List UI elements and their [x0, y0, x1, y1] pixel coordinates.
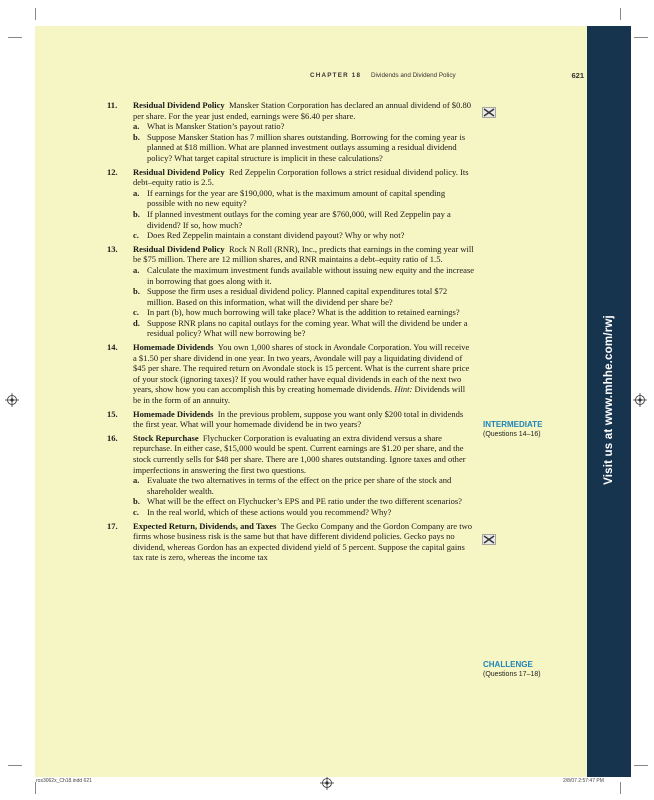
sub-question — [133, 265, 475, 286]
sub-text: What is Mansker Station’s payout ratio? — [147, 121, 285, 132]
sub-question — [133, 132, 475, 164]
problem-title: Residual Dividend Policy — [133, 166, 225, 177]
sub-letter: c. — [133, 307, 139, 318]
problem-title: Residual Dividend Policy — [133, 100, 225, 110]
chapter-label: CHAPTER 18 — [310, 72, 362, 79]
sub-question — [133, 230, 475, 241]
problem-body — [133, 521, 475, 563]
footer-datetime: 2/8/07 2:57:47 PM — [563, 778, 604, 784]
problem-body — [133, 167, 475, 188]
problem-number: 11. — [107, 100, 118, 110]
sub-question — [133, 121, 475, 132]
problem-text: Flychucker Corporation is evaluating an extra dividend versus a share repurchase. In either case, $15,000 would be spent. Current earnings are $1.20 per share, and the stock currently sells for $48 per share. There are 1,000 shares outstanding. Ignore taxes and other imperfections in answering the first two questions. — [133, 432, 466, 475]
crop-mark — [8, 37, 22, 38]
chapter-title: Dividends and Dividend Policy — [370, 72, 456, 79]
problem-item — [107, 521, 475, 563]
sub-text: If planned investment outlays for the coming year are $760,000, will Red Zeppelin pay a dividend? If so, how much? — [147, 208, 451, 230]
crop-mark — [620, 782, 621, 794]
problem-number: 17. — [107, 520, 118, 531]
problem-item — [107, 167, 475, 241]
problem-title: Homemade Dividends — [133, 342, 214, 353]
sub-letter: c. — [133, 506, 139, 517]
problem-number: 16. — [107, 432, 118, 443]
problem-list — [107, 100, 475, 566]
problem-body — [133, 342, 475, 406]
problem-item — [107, 433, 475, 518]
sub-question — [133, 507, 475, 518]
sub-text: Calculate the maximum investment funds available without issuing new equity and the increase in borrowing that goes along with it. — [147, 264, 475, 286]
intermediate-label: INTERMEDIATE — [483, 420, 543, 429]
sub-letter: a. — [133, 475, 140, 486]
sub-question — [133, 307, 475, 318]
problem-title: Homemade Dividends — [133, 408, 214, 419]
problem-number: 14. — [107, 342, 118, 353]
sidebar-url: Visit us at www.mhhe.com/rwj — [603, 315, 615, 485]
problem-text: In the previous problem, suppose you want only $200 total in dividends the first year. What will your homemade dividend be in two years? — [133, 408, 464, 430]
problem-body — [133, 244, 475, 265]
sub-text: In part (b), how much borrowing will take place? What is the addition to retained earnings? — [147, 307, 460, 318]
problem-body — [133, 409, 475, 430]
problem-item — [107, 342, 475, 406]
spreadsheet-icon — [482, 534, 496, 545]
sub-question — [133, 496, 475, 507]
problem-title: Expected Return, Dividends, and Taxes — [133, 520, 277, 531]
challenge-note — [483, 660, 541, 678]
sub-question — [133, 209, 475, 230]
problem-body — [133, 433, 475, 475]
problem-text: Mansker Station Corporation has declared an annual dividend of $0.80 per share. For the year just ended, earnings were $6.40 per share. — [133, 100, 472, 121]
page-number: 621 — [571, 71, 584, 80]
sub-text: Suppose the firm uses a residual dividend policy. Planned capital expenditures total $72 million. Based on this information, what will the dividend per share be? — [147, 286, 448, 307]
hint-label: Hint: — [394, 384, 413, 395]
crop-mark — [35, 8, 36, 20]
challenge-label: CHALLENGE — [483, 660, 533, 669]
crop-mark — [620, 8, 621, 20]
registration-mark-icon — [633, 393, 647, 407]
problem-item — [107, 409, 475, 430]
problem-number: 12. — [107, 166, 118, 177]
sub-letter: d. — [133, 317, 140, 328]
registration-mark-icon — [320, 776, 334, 790]
sub-letter: b. — [133, 496, 140, 507]
sub-letter: c. — [133, 230, 139, 241]
registration-mark-icon — [5, 393, 19, 407]
problem-item — [107, 100, 475, 164]
sub-text: Suppose RNR plans no capital outlays for the coming year. What will the dividend be under a residual policy? What will new borrowing be? — [147, 317, 468, 339]
intermediate-range: (Questions 14–16) — [483, 431, 541, 438]
crop-mark — [8, 765, 22, 766]
spreadsheet-icon — [482, 107, 496, 118]
hint-text: Dividends will be in the form of an annuity. — [133, 384, 466, 406]
sub-question — [133, 475, 475, 496]
problem-text: You own 1,000 shares of stock in Avondale Corporation. You will receive a $1.50 per share dividend in one year. In two years, Avondale will pay a liquidating dividend of $45 per share. The required return on Avondale stock is 15 percent. What is the current share price of your stock (ignoring taxes)? If you would rather have equal dividends in each of the next two years, show how you can accomplish this by creating homemade dividends. — [133, 342, 470, 395]
footer-file: ros3062x_Ch18.indd 621 — [36, 778, 92, 784]
problem-title: Stock Repurchase — [133, 432, 199, 443]
problem-text: The Gecko Company and the Gordon Company are two firms whose business risk is the same but that have different dividend policies. Gecko pays no dividend, whereas Gordon has an expected dividend yield of 5 percent. Suppose the capital gains tax rate is zero, whereas the income tax — [133, 520, 473, 563]
sub-text: Suppose Mansker Station has 7 million shares outstanding. Borrowing for the coming year is planned at $18 million. What are planned investment outlays assuming a residual dividend policy? What target capital structure is implicit in these calculations? — [147, 131, 466, 163]
sub-text: Evaluate the two alternatives in terms of the effect on the price per share of the stock and shareholder wealth. — [147, 475, 452, 496]
problem-body — [133, 100, 475, 121]
problem-text: Rock N Roll (RNR), Inc., predicts that earnings in the coming year will be $75 million. There are 12 million shares, and RNR maintains a debt–equity ratio of 1.5. — [133, 243, 474, 265]
problem-text: Red Zeppelin Corporation follows a strict residual dividend policy. Its debt–equity ratio is 2.5. — [133, 166, 469, 188]
sub-text: In the real world, which of these actions would you recommend? Why? — [147, 506, 392, 517]
sub-letter: b. — [133, 131, 140, 142]
crop-mark — [634, 765, 648, 766]
problem-item — [107, 244, 475, 339]
problem-number: 13. — [107, 243, 118, 254]
crop-mark — [634, 37, 648, 38]
sub-text: What will be the effect on Flychucker’s EPS and PE ratio under the two different scenarios? — [147, 496, 462, 507]
sub-question — [133, 188, 475, 209]
sub-letter: a. — [133, 121, 140, 132]
sub-text: If earnings for the year are $190,000, what is the maximum amount of capital spending possible with no new equity? — [147, 187, 446, 209]
sub-letter: b. — [133, 286, 140, 297]
challenge-range: (Questions 17–18) — [483, 671, 541, 678]
problem-number: 15. — [107, 408, 118, 419]
running-header — [300, 72, 586, 79]
sub-text: Does Red Zeppelin maintain a constant dividend payout? Why or why not? — [147, 230, 405, 241]
sub-letter: b. — [133, 208, 140, 219]
sub-letter: a. — [133, 264, 140, 275]
sub-question — [133, 286, 475, 307]
sub-question — [133, 318, 475, 339]
intermediate-note — [483, 420, 542, 438]
problem-title: Residual Dividend Policy — [133, 243, 225, 254]
sub-letter: a. — [133, 187, 140, 198]
